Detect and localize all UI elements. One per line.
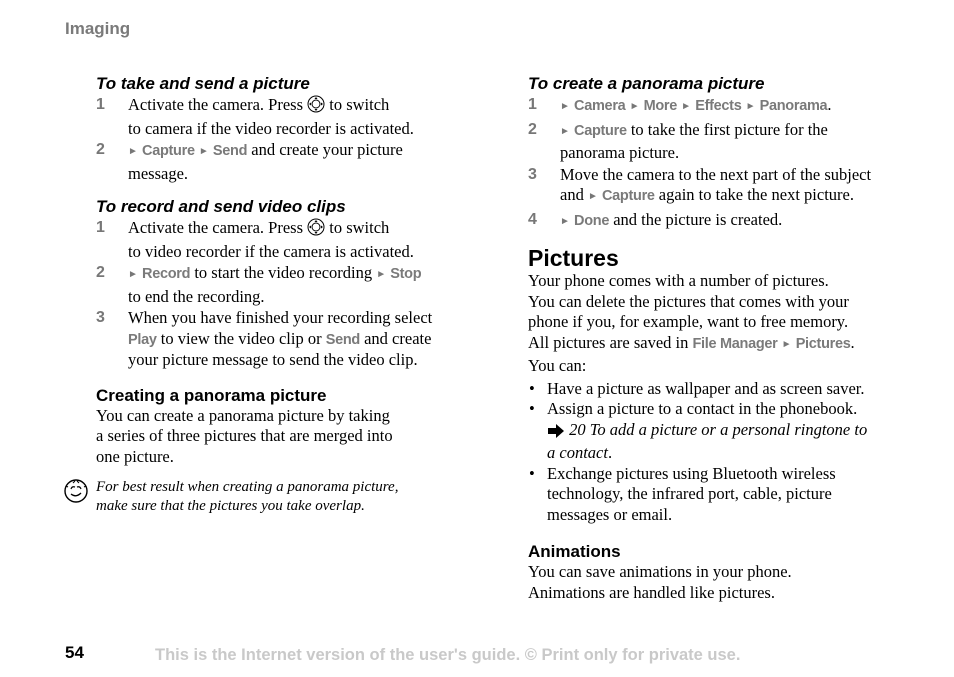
step-text: and create (359, 328, 432, 348)
menu-item-record: Record (142, 266, 191, 282)
arrow-icon: ► (681, 101, 692, 112)
bullet-item (528, 464, 908, 526)
step-3 (96, 308, 468, 371)
cross-reference-link[interactable]: 20 To add a picture or a personal ringtone to (565, 419, 868, 439)
arrow-icon: ► (781, 338, 792, 350)
step-text: message. (128, 163, 189, 183)
step-text: to view the video clip or (156, 328, 326, 348)
paragraph-line: You can: (528, 356, 587, 375)
step-2 (528, 120, 908, 164)
step-2 (96, 263, 468, 307)
step-number: 1 (528, 96, 537, 113)
section-header: Imaging (65, 19, 131, 38)
bullet-text: technology, the infrared port, cable, picture (547, 484, 832, 503)
arrow-icon: ► (560, 101, 570, 112)
step-number: 2 (96, 141, 105, 158)
step-text: . (827, 95, 832, 114)
paragraph-line: You can delete the pictures that comes with your (528, 291, 849, 311)
heading-animations: Animations (528, 542, 621, 561)
paragraph-line: You can create a panorama picture by taking (96, 405, 390, 425)
paragraph-line: Your phone comes with a number of pictures. (528, 271, 829, 290)
step-text: and (560, 185, 588, 204)
arrow-icon: ► (629, 101, 640, 112)
tip-text (96, 478, 468, 516)
menu-item-effects: Effects (695, 98, 742, 114)
navigation-key-icon (307, 218, 325, 242)
step-number: 3 (96, 309, 105, 326)
step-number: 2 (528, 120, 537, 138)
right-column (528, 74, 908, 603)
left-column (96, 74, 468, 467)
menu-item-done: Done (574, 212, 610, 229)
bullet-icon: • (529, 378, 535, 398)
bullet-text: messages or email. (547, 504, 673, 524)
bullet-icon: • (529, 463, 535, 483)
step-2 (96, 140, 468, 184)
step-1 (96, 95, 468, 139)
paragraph-line: All pictures are saved in (528, 332, 693, 352)
bullet-text: . (607, 443, 613, 462)
heading-pictures: Pictures (528, 245, 619, 271)
step-number: 1 (96, 219, 105, 236)
paragraph-line: . (850, 332, 855, 352)
menu-item-play: Play (128, 331, 157, 348)
step-text: to start the video recording (190, 263, 377, 282)
step-number: 1 (96, 96, 105, 113)
paragraph-line: phone if you, for example, want to free memory. (528, 312, 849, 331)
bullet-text: Exchange pictures using Bluetooth wireless (547, 463, 836, 483)
step-text: again to take the next picture. (654, 185, 854, 204)
menu-item-more: More (643, 98, 678, 114)
step-text: to camera if the video recorder is activated. (128, 118, 414, 138)
heading-take-send: To take and send a picture (96, 74, 310, 93)
arrow-icon: ► (587, 191, 598, 202)
menu-item-capture: Capture (574, 122, 627, 139)
tip-line: make sure that the pictures you take overlap. (96, 498, 365, 514)
step-text: When you have finished your recording select (128, 308, 433, 327)
tip-note (64, 478, 468, 516)
step-text: panorama picture. (560, 143, 680, 162)
bullet-item (528, 399, 908, 464)
cross-reference-arrow-icon (547, 423, 565, 444)
arrow-icon: ► (128, 269, 138, 280)
heading-panorama: Creating a panorama picture (96, 385, 327, 405)
menu-item-capture: Capture (601, 188, 655, 204)
step-3 (528, 165, 908, 209)
menu-item-stop: Stop (390, 266, 422, 282)
step-text: to video recorder if the camera is activated. (128, 241, 414, 261)
menu-item-send: Send (212, 143, 248, 159)
menu-item-camera: Camera (574, 98, 626, 114)
paragraph-line: a series of three pictures that are merged into (96, 426, 393, 445)
heading-video: To record and send video clips (96, 197, 346, 216)
step-text: to switch (325, 218, 390, 237)
paragraph-line: one picture. (96, 446, 174, 466)
step-text: Activate the camera. Press (128, 95, 308, 114)
heading-create-panorama: To create a panorama picture (528, 74, 765, 93)
bullet-item (528, 379, 908, 400)
paragraph-line: Animations are handled like pictures. (528, 582, 775, 602)
cross-reference-link[interactable]: a contact (547, 443, 608, 462)
step-text: Move the camera to the next part of the subject (560, 164, 872, 184)
step-text: to end the recording. (128, 286, 265, 306)
arrow-icon: ► (198, 146, 209, 157)
menu-item-capture: Capture (142, 143, 195, 159)
arrow-icon: ► (128, 146, 138, 157)
step-number: 3 (528, 165, 537, 183)
step-4 (528, 210, 908, 234)
bullet-icon: • (529, 399, 535, 418)
arrow-icon: ► (376, 269, 387, 280)
page-number: 54 (65, 643, 84, 662)
step-text: Activate the camera. Press (128, 218, 308, 237)
step-number: 2 (96, 264, 105, 281)
arrow-icon: ► (745, 101, 756, 112)
tip-line: For best result when creating a panorama picture, (96, 479, 399, 495)
step-number: 4 (528, 210, 537, 228)
arrow-icon: ► (560, 125, 570, 137)
paragraph-line: You can save animations in your phone. (528, 562, 792, 581)
step-1 (96, 218, 468, 262)
tip-icon (64, 479, 88, 503)
step-text: to take the first picture for the (626, 119, 828, 139)
arrow-icon: ► (560, 215, 570, 227)
step-text: and create your picture (247, 140, 403, 159)
menu-item-panorama: Panorama (759, 98, 828, 114)
step-text: and the picture is created. (609, 209, 783, 229)
menu-item-file-manager: File Manager (692, 335, 778, 352)
footer-note: This is the Internet version of the user's guide. © Print only for private use. (155, 646, 741, 664)
step-text: your picture message to send the video clip. (128, 350, 418, 369)
bullet-text: Have a picture as wallpaper and as screen saver. (547, 378, 865, 398)
panorama-paragraph (96, 406, 468, 468)
step-1 (528, 95, 908, 119)
navigation-key-icon (307, 95, 325, 119)
animations-paragraph (528, 562, 908, 603)
bullet-text: Assign a picture to a contact in the phonebook. (547, 399, 858, 418)
step-text: to switch (325, 95, 390, 114)
menu-item-send: Send (325, 331, 360, 348)
menu-item-pictures: Pictures (795, 335, 851, 352)
pictures-paragraph (528, 271, 908, 377)
